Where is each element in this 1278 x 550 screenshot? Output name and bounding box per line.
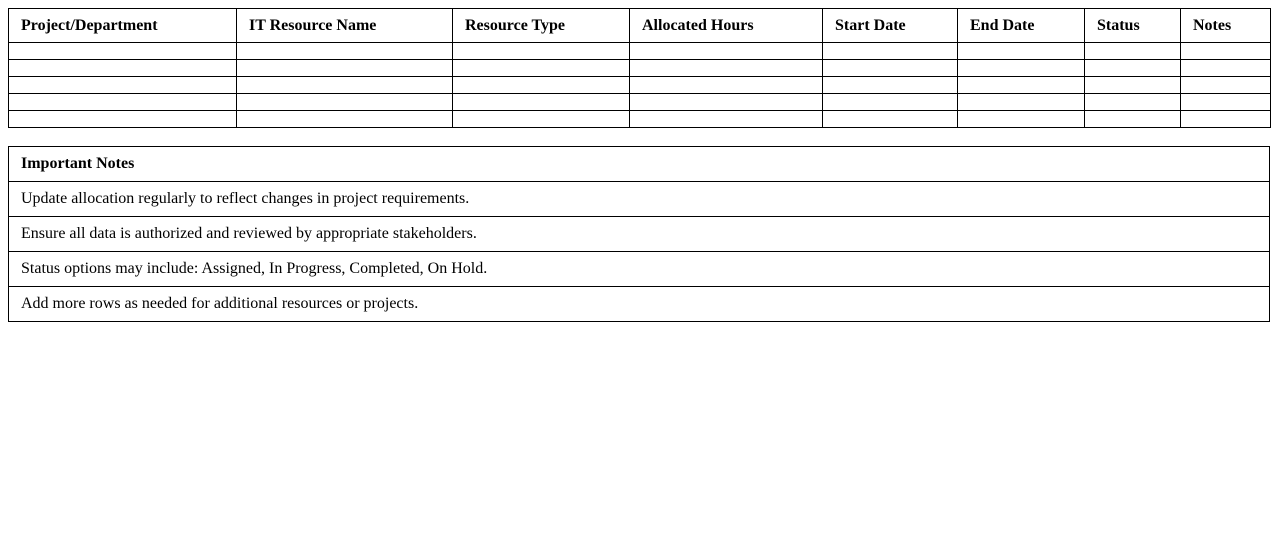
table-cell[interactable]	[958, 77, 1085, 94]
table-cell[interactable]	[1085, 43, 1181, 60]
list-item	[9, 217, 1270, 252]
table-cell[interactable]	[1181, 60, 1271, 77]
table-row	[9, 111, 1271, 128]
table-cell[interactable]	[958, 94, 1085, 111]
table-row	[9, 43, 1271, 60]
table-cell[interactable]	[1181, 43, 1271, 60]
table-cell[interactable]	[1181, 111, 1271, 128]
column-header-resource-type: Resource Type	[453, 9, 630, 43]
table-cell[interactable]	[453, 60, 630, 77]
column-header-allocated-hours: Allocated Hours	[630, 9, 823, 43]
table-cell[interactable]	[823, 111, 958, 128]
list-item	[9, 182, 1270, 217]
table-cell[interactable]	[630, 77, 823, 94]
table-cell[interactable]	[237, 77, 453, 94]
column-header-notes: Notes	[1181, 9, 1271, 43]
table-cell[interactable]	[958, 111, 1085, 128]
table-cell[interactable]	[823, 60, 958, 77]
table-cell[interactable]	[1181, 94, 1271, 111]
resource-allocation-table	[8, 8, 1271, 128]
table-cell[interactable]	[453, 111, 630, 128]
table-cell[interactable]	[9, 111, 237, 128]
table-cell[interactable]	[630, 94, 823, 111]
table-cell[interactable]	[453, 77, 630, 94]
page-content	[8, 8, 1270, 322]
table-cell[interactable]	[9, 94, 237, 111]
table-cell[interactable]	[237, 111, 453, 128]
table-cell[interactable]	[237, 60, 453, 77]
table-cell[interactable]	[823, 94, 958, 111]
note-text: Update allocation regularly to reflect changes in project requirements.	[9, 182, 1270, 217]
list-item	[9, 252, 1270, 287]
column-header-start-date: Start Date	[823, 9, 958, 43]
column-header-it-resource-name: IT Resource Name	[237, 9, 453, 43]
table-cell[interactable]	[630, 111, 823, 128]
notes-header-row	[9, 147, 1270, 182]
notes-heading: Important Notes	[9, 147, 1270, 182]
table-cell[interactable]	[958, 43, 1085, 60]
table-cell[interactable]	[237, 43, 453, 60]
table-cell[interactable]	[630, 60, 823, 77]
table-cell[interactable]	[9, 60, 237, 77]
table-cell[interactable]	[823, 43, 958, 60]
note-text: Status options may include: Assigned, In Progress, Completed, On Hold.	[9, 252, 1270, 287]
column-header-project-department: Project/Department	[9, 9, 237, 43]
important-notes-table	[8, 146, 1270, 322]
table-row	[9, 60, 1271, 77]
table-cell[interactable]	[9, 77, 237, 94]
table-cell[interactable]	[958, 60, 1085, 77]
table-row	[9, 77, 1271, 94]
note-text: Ensure all data is authorized and reviewed by appropriate stakeholders.	[9, 217, 1270, 252]
table-cell[interactable]	[237, 94, 453, 111]
table-cell[interactable]	[1085, 77, 1181, 94]
table-cell[interactable]	[1181, 77, 1271, 94]
column-header-status: Status	[1085, 9, 1181, 43]
table-header-row	[9, 9, 1271, 43]
note-text: Add more rows as needed for additional resources or projects.	[9, 287, 1270, 322]
table-cell[interactable]	[1085, 94, 1181, 111]
table-cell[interactable]	[453, 43, 630, 60]
list-item	[9, 287, 1270, 322]
column-header-end-date: End Date	[958, 9, 1085, 43]
table-cell[interactable]	[1085, 60, 1181, 77]
table-cell[interactable]	[9, 43, 237, 60]
table-cell[interactable]	[630, 43, 823, 60]
table-cell[interactable]	[823, 77, 958, 94]
table-cell[interactable]	[453, 94, 630, 111]
table-row	[9, 94, 1271, 111]
table-cell[interactable]	[1085, 111, 1181, 128]
